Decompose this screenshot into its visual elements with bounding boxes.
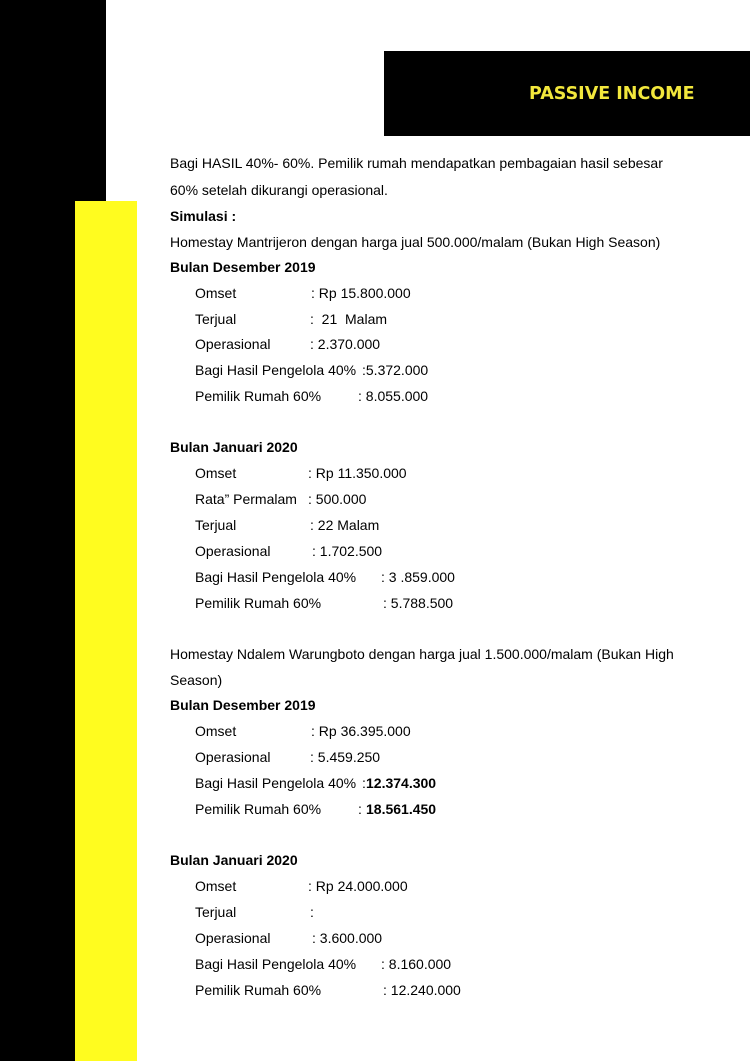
h2-jan-operasional-value: : 3.600.000 [312,930,383,946]
h2-dec-pemilik-colon: : [358,801,362,817]
h2-dec-bagi-label: Bagi Hasil Pengelola 40% [195,775,357,791]
h1-dec-pemilik-value: : 8.055.000 [358,388,429,404]
h1-dec-bagi-label: Bagi Hasil Pengelola 40% [195,362,357,378]
h1-jan-pemilik-value: : 5.788.500 [383,595,454,611]
h1-jan-operasional-label: Operasional [195,543,271,559]
h2-dec-operasional-label: Operasional [195,749,271,765]
intro-line-2: 60% setelah dikurangi operasional. [170,182,388,198]
left-yellow-bar [75,201,137,1061]
h2-jan-bagi-label: Bagi Hasil Pengelola 40% [195,956,357,972]
h2-jan-heading: Bulan Januari 2020 [170,852,298,868]
h1-jan-pemilik-label: Pemilik Rumah 60% [195,595,322,611]
h2-jan-operasional-label: Operasional [195,930,271,946]
h1-jan-heading: Bulan Januari 2020 [170,439,298,455]
h1-dec-bagi-value: :5.372.000 [362,362,429,378]
intro-line-1: Bagi HASIL 40%- 60%. Pemilik rumah mendapatkan pembagaian hasil sebesar [170,155,663,171]
h2-dec-bagi-value: 12.374.300 [366,775,437,791]
h2-jan-pemilik-label: Pemilik Rumah 60% [195,982,322,998]
h1-jan-omset-value: : Rp 11.350.000 [308,465,407,481]
simulasi-label: Simulasi : [170,208,237,224]
h1-jan-bagi-value: : 3 .859.000 [381,569,455,585]
h1-dec-operasional-value: : 2.370.000 [310,336,381,352]
homestay2-title-line-2: Season) [170,672,223,688]
h1-dec-terjual-label: Terjual [195,311,237,327]
page-title: PASSIVE INCOME [529,83,695,104]
h2-dec-heading: Bulan Desember 2019 [170,697,316,713]
h1-jan-bagi-label: Bagi Hasil Pengelola 40% [195,569,357,585]
h1-jan-terjual-value: : 22 Malam [310,517,380,533]
h2-dec-operasional-value: : 5.459.250 [310,749,381,765]
h1-dec-omset-value: : Rp 15.800.000 [311,285,411,301]
h2-dec-pemilik-label: Pemilik Rumah 60% [195,801,322,817]
h1-dec-heading: Bulan Desember 2019 [170,259,316,275]
h2-jan-bagi-value: : 8.160.000 [381,956,452,972]
h2-dec-pemilik-value: 18.561.450 [366,801,437,817]
h2-jan-pemilik-value: : 12.240.000 [383,982,461,998]
h2-dec-omset-value: : Rp 36.395.000 [311,723,411,739]
h2-dec-bagi-colon: : [362,775,366,791]
h1-jan-terjual-label: Terjual [195,517,237,533]
h1-jan-omset-label: Omset [195,465,237,481]
h1-jan-rata-label: Rata” Permalam [195,491,297,507]
homestay1-title: Homestay Mantrijeron dengan harga jual 500.000/malam (Bukan High Season) [170,234,661,250]
h2-jan-terjual-label: Terjual [195,904,237,920]
h1-dec-terjual-value: : 21 Malam [310,311,388,327]
header-banner [384,51,750,136]
h2-dec-omset-label: Omset [195,723,237,739]
h1-dec-pemilik-label: Pemilik Rumah 60% [195,388,322,404]
h1-dec-omset-label: Omset [195,285,237,301]
h1-dec-operasional-label: Operasional [195,336,271,352]
h2-jan-terjual-value: : [310,904,314,920]
h2-jan-omset-label: Omset [195,878,237,894]
h2-jan-omset-value: : Rp 24.000.000 [308,878,408,894]
h1-jan-rata-value: : 500.000 [308,491,367,507]
h1-jan-operasional-value: : 1.702.500 [312,543,383,559]
homestay2-title-line-1: Homestay Ndalem Warungboto dengan harga jual 1.500.000/malam (Bukan High [170,646,674,662]
